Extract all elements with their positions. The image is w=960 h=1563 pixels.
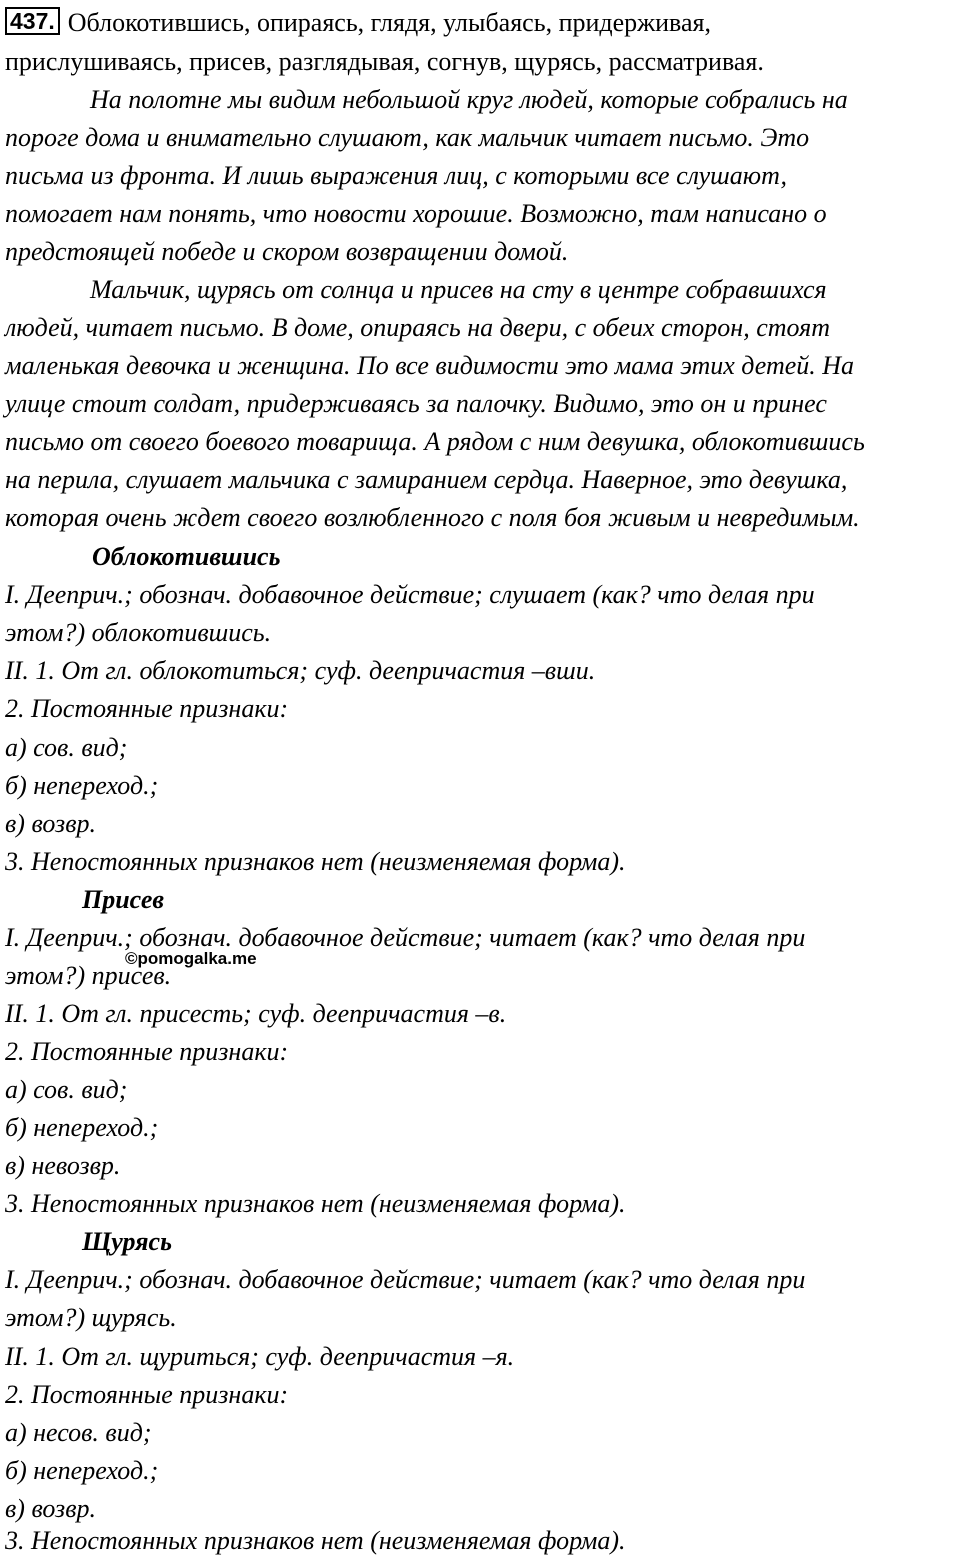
analysis-line: а) сов. вид; bbox=[5, 1075, 128, 1104]
analysis-line: этом?) присев. bbox=[5, 961, 172, 990]
analysis-line: этом?) щурясь. bbox=[5, 1303, 177, 1332]
analysis-line: I. Дееприч.; обознач. добавочное действие; читает (как? что делая при bbox=[5, 923, 806, 952]
analysis-line: 2. Постоянные признаки: bbox=[5, 1380, 289, 1409]
essay-line: предстоящей победе и скором возвращении домой. bbox=[5, 237, 569, 266]
word-list-line-2: прислушиваясь, присев, разглядывая, согнув, щурясь, рассматривая. bbox=[5, 47, 764, 76]
analysis-line: 3. Непостоянных признаков нет (неизменяемая форма). bbox=[5, 1526, 626, 1555]
analysis-line: 3. Непостоянных признаков нет (неизменяемая форма). bbox=[5, 1189, 626, 1218]
essay-line: письма из фронта. И лишь выражения лиц, с которыми все слушают, bbox=[5, 161, 788, 190]
essay-line: маленькая девочка и женщина. По все видимости это мама этих детей. На bbox=[5, 351, 855, 380]
exercise-header bbox=[5, 4, 711, 42]
essay-line: людей, читает письмо. В доме, опираясь на двери, с обеих сторон, стоят bbox=[5, 313, 831, 342]
analysis-heading: Щурясь bbox=[82, 1227, 172, 1256]
essay-line: Мальчик, щурясь от солнца и присев на сту в центре собравшихся bbox=[90, 275, 827, 304]
analysis-heading: Облокотившись bbox=[92, 542, 281, 571]
analysis-line: в) возвр. bbox=[5, 809, 96, 838]
essay-line: на перила, слушает мальчика с замиранием сердца. Наверное, это девушка, bbox=[5, 465, 848, 494]
analysis-line: б) непереход.; bbox=[5, 1113, 159, 1142]
analysis-line: этом?) облокотившись. bbox=[5, 618, 272, 647]
essay-line: письмо от своего боевого товарища. А рядом с ним девушка, облокотившись bbox=[5, 427, 865, 456]
analysis-line: II. 1. От гл. облокотиться; суф. деепричастия –вши. bbox=[5, 656, 596, 685]
essay-line: которая очень ждет своего возлюбленного с поля боя живым и невредимым. bbox=[5, 503, 860, 532]
analysis-line: а) сов. вид; bbox=[5, 733, 128, 762]
word-list-line-1: Облокотившись, опираясь, глядя, улыбаясь, придерживая, bbox=[67, 8, 711, 37]
essay-line: На полотне мы видим небольшой круг людей, которые собрались на bbox=[90, 85, 848, 114]
analysis-line: I. Дееприч.; обознач. добавочное действие; слушает (как? что делая при bbox=[5, 580, 815, 609]
analysis-line: I. Дееприч.; обознач. добавочное действие; читает (как? что делая при bbox=[5, 1265, 806, 1294]
essay-line: помогает нам понять, что новости хорошие. Возможно, там написано о bbox=[5, 199, 827, 228]
analysis-line: б) непереход.; bbox=[5, 1456, 159, 1485]
analysis-line: II. 1. От гл. присесть; суф. деепричастия –в. bbox=[5, 999, 507, 1028]
exercise-number: 437. bbox=[5, 7, 60, 35]
analysis-line: в) невозвр. bbox=[5, 1151, 121, 1180]
analysis-line: б) непереход.; bbox=[5, 771, 159, 800]
analysis-heading: Присев bbox=[82, 885, 165, 914]
analysis-line: а) несов. вид; bbox=[5, 1418, 152, 1447]
analysis-line: 3. Непостоянных признаков нет (неизменяемая форма). bbox=[5, 847, 626, 876]
analysis-line: 2. Постоянные признаки: bbox=[5, 1037, 289, 1066]
analysis-line: 2. Постоянные признаки: bbox=[5, 694, 289, 723]
analysis-line: в) возвр. bbox=[5, 1494, 96, 1523]
essay-line: улице стоит солдат, придерживаясь за палочку. Видимо, это он и принес bbox=[5, 389, 827, 418]
watermark: ©pomogalka.me bbox=[125, 949, 257, 968]
essay-line: пороге дома и внимательно слушают, как мальчик читает письмо. Это bbox=[5, 123, 810, 152]
analysis-line: II. 1. От гл. щуриться; суф. деепричастия –я. bbox=[5, 1342, 515, 1371]
